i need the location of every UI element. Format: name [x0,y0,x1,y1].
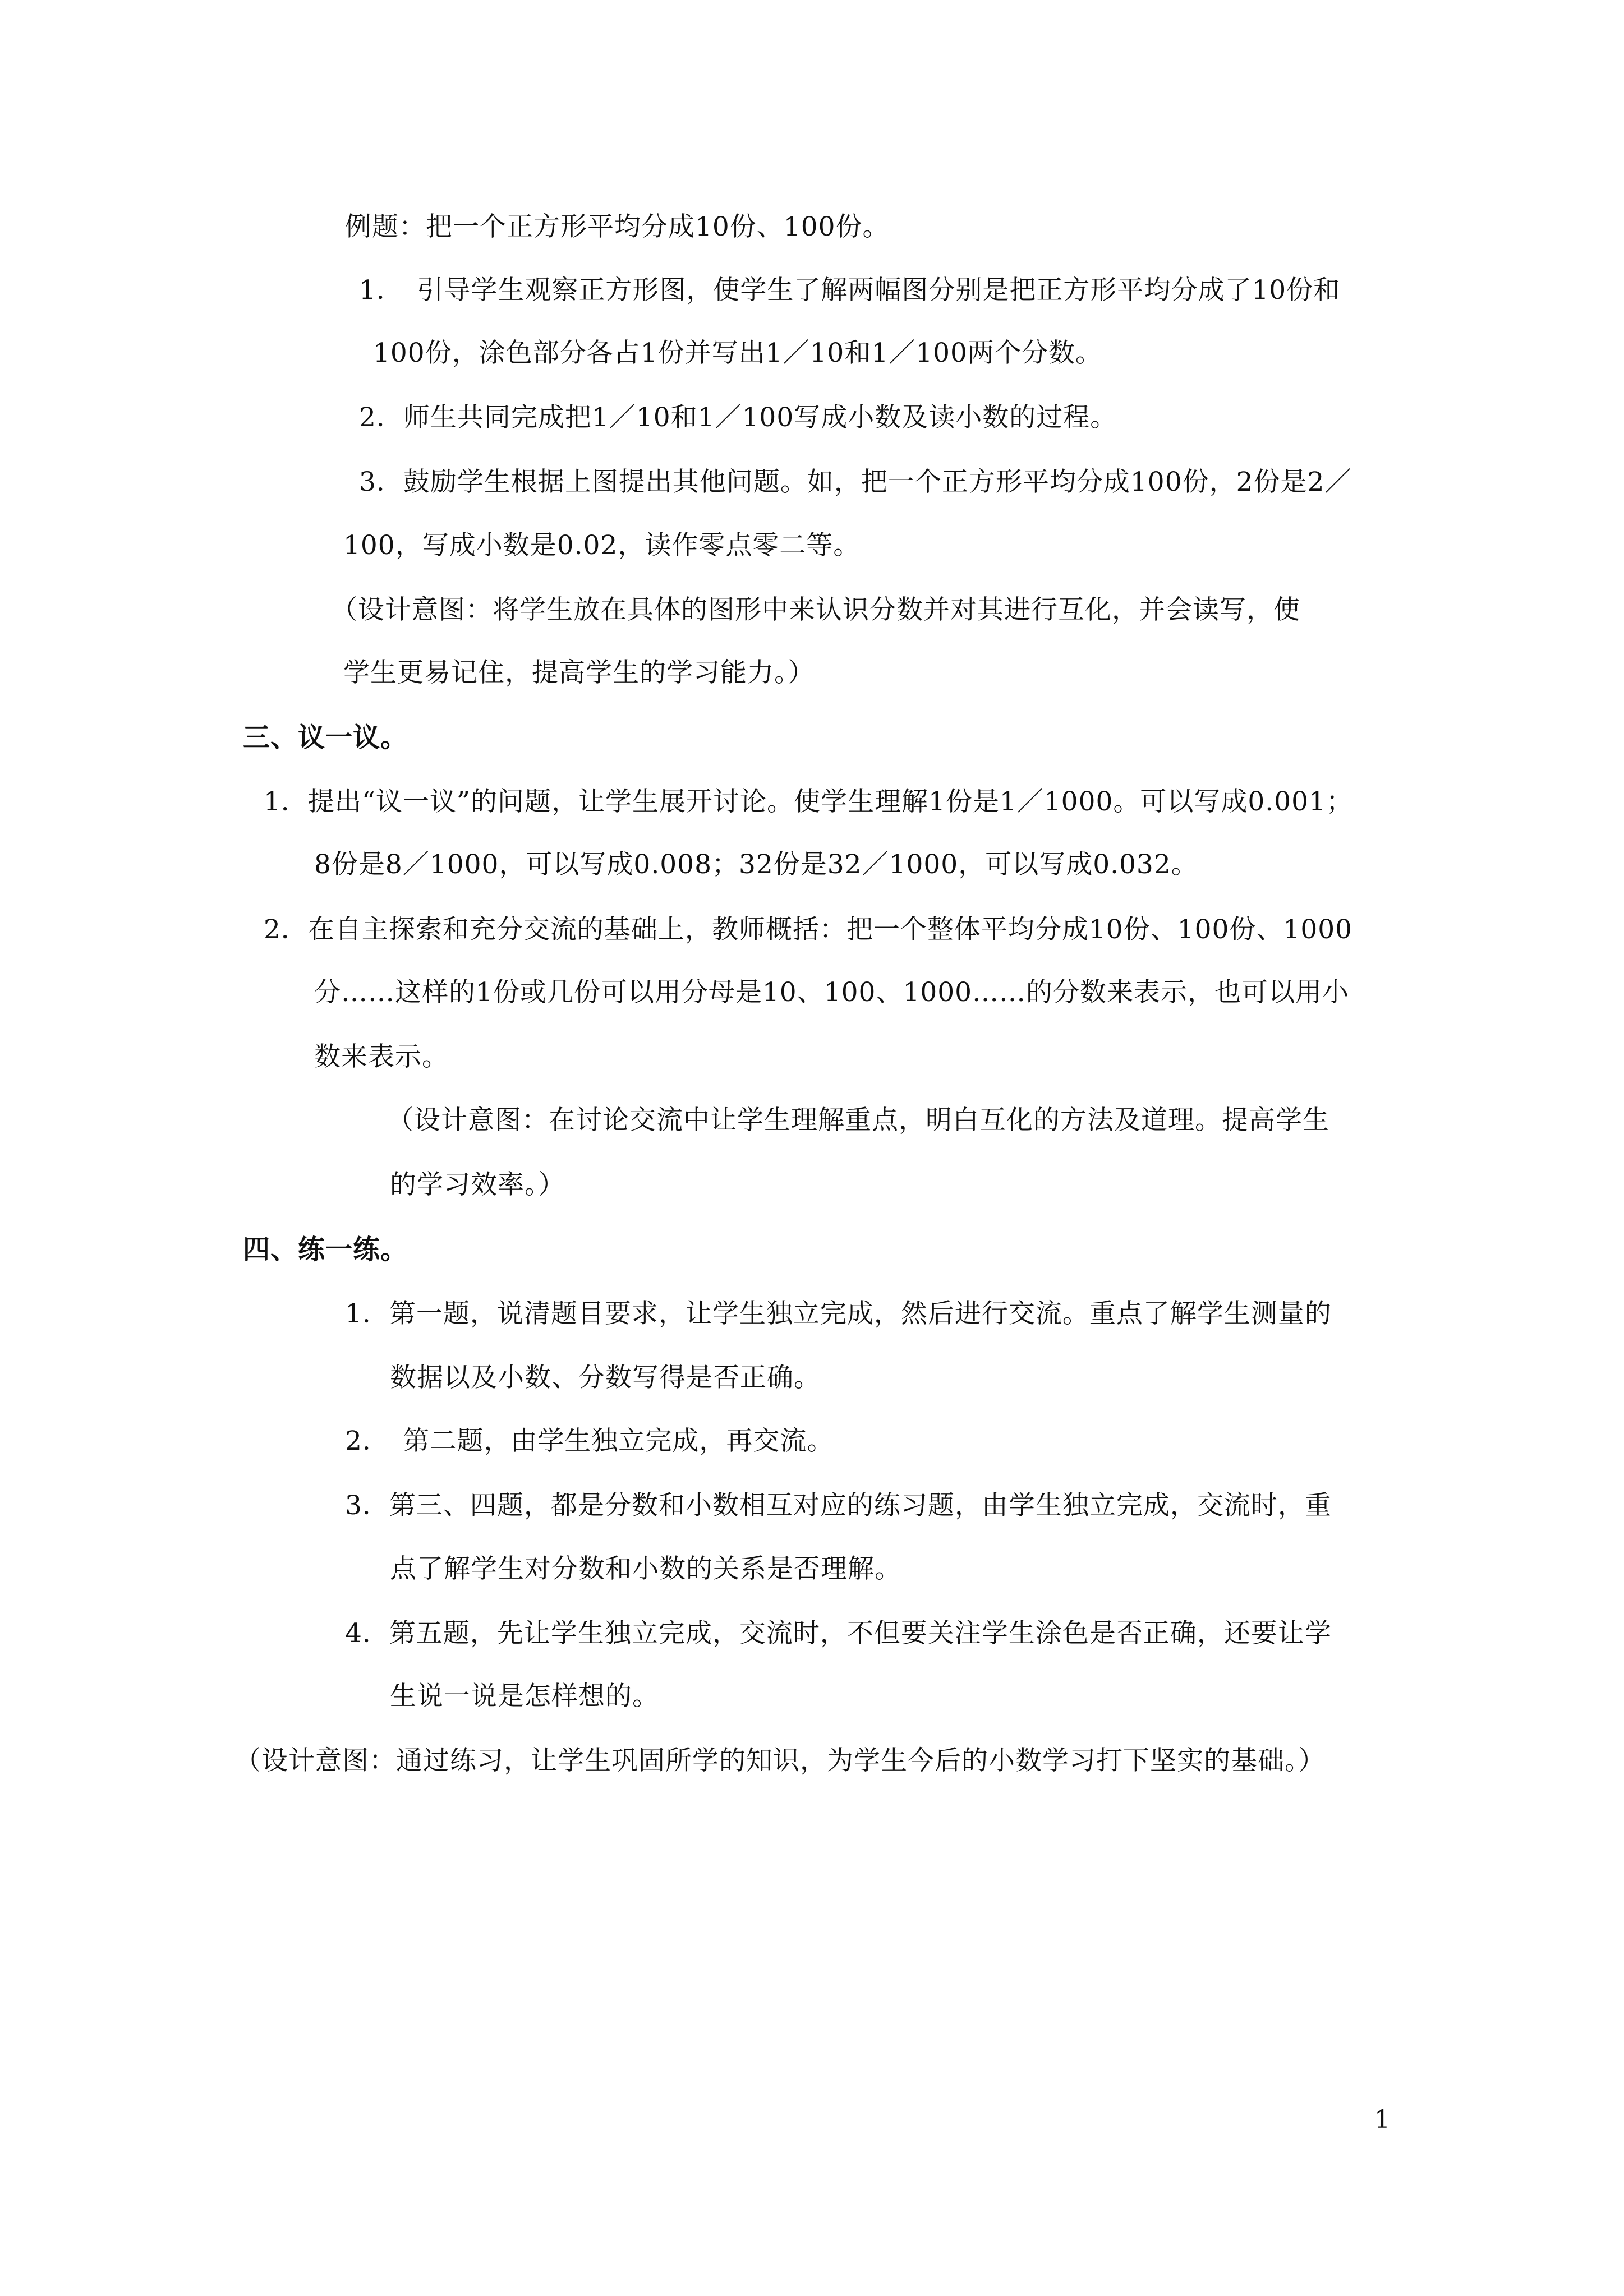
section-3-item-2-line-3: 数来表示。 [314,1041,449,1072]
example-title: 例题：把一个正方形平均分成10份、100份。 [345,211,890,242]
section-3-item-2-line-2: 分……这样的1份或几份可以用分母是10、100、1000……的分数来表示，也可以用小 [314,977,1350,1008]
example-item-3-line-1: 3．鼓励学生根据上图提出其他问题。如，把一个正方形平均分成100份，2份是2／ [359,467,1352,497]
section-4-item-4-line-1: 4．第五题，先让学生独立完成，交流时，不但要关注学生涂色是否正确，还要让学 [345,1618,1332,1649]
example-item-1-line-1: 1． 引导学生观察正方形图，使学生了解两幅图分别是把正方形平均分成了10份和 [359,275,1341,306]
example-item-1-line-2: 100份，涂色部分各占1份并写出1／10和1／100两个分数。 [373,338,1102,368]
section-4-item-2: 2． 第二题，由学生独立完成，再交流。 [345,1426,834,1456]
example-item-3-line-2: 100，写成小数是0.02，读作零点零二等。 [343,530,861,561]
example-item-2: 2．师生共同完成把1／10和1／100写成小数及读小数的过程。 [359,402,1117,433]
example-design-intent-line-2: 学生更易记住，提高学生的学习能力。） [343,657,815,688]
section-4-item-1-line-1: 1．第一题，说清题目要求，让学生独立完成，然后进行交流。重点了解学生测量的 [345,1298,1332,1329]
example-design-intent-line-1: （设计意图：将学生放在具体的图形中来认识分数并对其进行互化，并会读写，使 [331,594,1300,625]
section-3-design-intent-line-1: （设计意图：在讨论交流中让学生理解重点，明白互化的方法及道理。提高学生 [387,1105,1329,1136]
section-4-item-4-line-2: 生说一说是怎样想的。 [390,1681,659,1712]
section-3-item-1-line-2: 8份是8／1000，可以写成0.008；32份是32／1000，可以写成0.032。 [314,849,1198,880]
section-3-design-intent-line-2: 的学习效率。） [390,1169,565,1200]
section-3-item-1-line-1: 1．提出“议一议”的问题，让学生展开讨论。使学生理解1份是1／1000。可以写成0.001； [264,786,1353,817]
section-3-item-2-line-1: 2．在自主探索和充分交流的基础上，教师概括：把一个整体平均分成10份、100份、1000 [264,914,1353,945]
section-4-heading: 四、练一练。 [243,1234,408,1265]
section-4-item-3-line-2: 点了解学生对分数和小数的关系是否理解。 [390,1553,901,1584]
section-4-item-1-line-2: 数据以及小数、分数写得是否正确。 [390,1362,821,1393]
section-4-design-intent: （设计意图：通过练习，让学生巩固所学的知识，为学生今后的小数学习打下坚实的基础。） [234,1745,1326,1776]
page-number: 1 [1374,2105,1390,2134]
section-4-item-3-line-1: 3．第三、四题，都是分数和小数相互对应的练习题，由学生独立完成，交流时，重 [345,1490,1332,1521]
section-3-heading: 三、议一议。 [243,722,408,753]
